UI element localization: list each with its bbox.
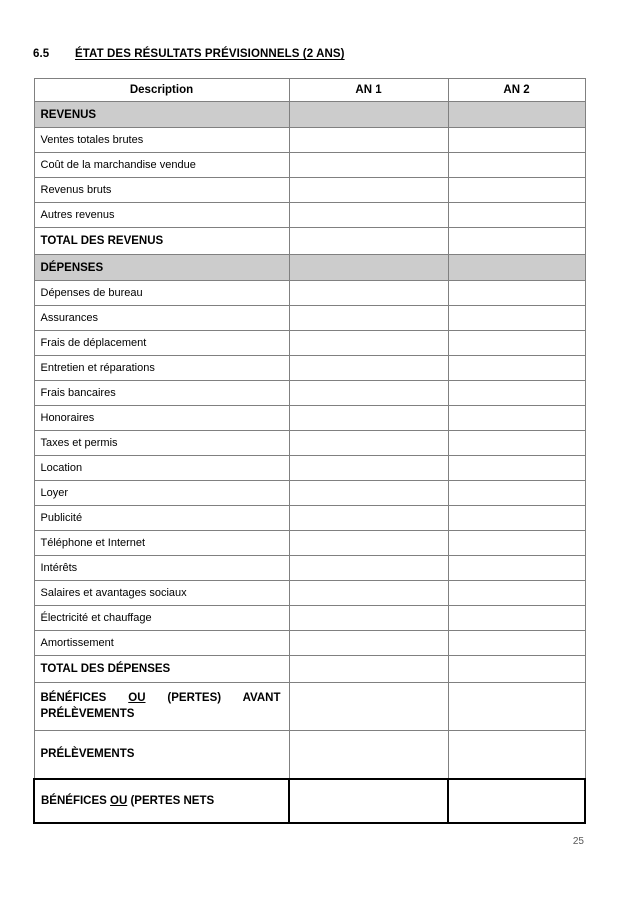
cell-an1[interactable] (289, 431, 448, 456)
row-label: Ventes totales brutes (34, 128, 289, 153)
cell-an2[interactable] (448, 556, 585, 581)
final-row-net-profit (34, 779, 585, 823)
total-row-revenues (34, 228, 585, 255)
table-body (34, 102, 585, 823)
section-number: 6.5 (33, 48, 50, 60)
row-label-drawings (34, 731, 289, 779)
cell-an1[interactable] (289, 779, 448, 823)
cell-an1[interactable] (289, 556, 448, 581)
cell-an2[interactable] (448, 656, 585, 683)
cell-an1[interactable] (289, 631, 448, 656)
section-cell-expenses-an1 (289, 255, 448, 281)
row-label: Assurances (34, 306, 289, 331)
cell-an2[interactable] (448, 331, 585, 356)
cell-an1[interactable] (289, 481, 448, 506)
label-text-part2: (PERTES NETS (127, 794, 215, 807)
table-row (34, 406, 585, 431)
cell-an1[interactable] (289, 406, 448, 431)
row-label: Amortissement (34, 631, 289, 656)
cell-an1[interactable] (289, 228, 448, 255)
page-number: 25 (572, 836, 584, 847)
cell-an2[interactable] (448, 779, 585, 823)
label-text-part2: (PERTES) AVANT PRÉLÈVEMENTS (40, 691, 281, 720)
row-label: Frais bancaires (34, 381, 289, 406)
table-row (34, 381, 585, 406)
row-label: Dépenses de bureau (34, 281, 289, 306)
table-row (34, 456, 585, 481)
section-label-revenues: REVENUS (34, 102, 289, 128)
table-row (34, 631, 585, 656)
cell-an2[interactable] (448, 281, 585, 306)
table-row (34, 128, 585, 153)
row-label: Taxes et permis (34, 431, 289, 456)
label-text-underlined: OU (110, 794, 128, 807)
cell-an1[interactable] (289, 356, 448, 381)
row-label: Autres revenus (34, 203, 289, 228)
cell-an1[interactable] (289, 506, 448, 531)
cell-an1[interactable] (289, 656, 448, 683)
cell-an1[interactable] (289, 331, 448, 356)
section-cell-revenues-an2 (448, 102, 585, 128)
cell-an1[interactable] (289, 178, 448, 203)
row-label: Électricité et chauffage (34, 606, 289, 631)
cell-an2[interactable] (448, 731, 585, 779)
cell-an1[interactable] (289, 203, 448, 228)
table-row (34, 506, 585, 531)
label-text-part1: BÉNÉFICES (41, 794, 111, 807)
table-row (34, 431, 585, 456)
cell-an2[interactable] (448, 356, 585, 381)
summary-row-drawings (34, 731, 585, 779)
cell-an1[interactable] (289, 606, 448, 631)
cell-an1[interactable] (289, 381, 448, 406)
cell-an2[interactable] (448, 306, 585, 331)
section-heading (33, 48, 583, 60)
row-label: Téléphone et Internet (34, 531, 289, 556)
cell-an2[interactable] (448, 381, 585, 406)
table-row (34, 556, 585, 581)
row-label-profit-before-drawings (34, 683, 289, 731)
table-header-row (34, 79, 585, 102)
section-header-row-revenues (34, 102, 585, 128)
cell-an2[interactable] (448, 531, 585, 556)
cell-an1[interactable] (289, 581, 448, 606)
row-label: Salaires et avantages sociaux (34, 581, 289, 606)
table-row (34, 306, 585, 331)
cell-an2[interactable] (448, 481, 585, 506)
column-header-year1: AN 1 (289, 79, 448, 102)
row-label-total-expenses: TOTAL DES DÉPENSES (34, 656, 289, 683)
row-label-total-revenues: TOTAL DES REVENUS (34, 228, 289, 255)
column-header-description: Description (34, 79, 289, 102)
cell-an2[interactable] (448, 431, 585, 456)
table-row (34, 203, 585, 228)
cell-an2[interactable] (448, 203, 585, 228)
row-label: Entretien et réparations (34, 356, 289, 381)
cell-an2[interactable] (448, 153, 585, 178)
cell-an2[interactable] (448, 683, 585, 731)
row-label: Publicité (34, 506, 289, 531)
cell-an1[interactable] (289, 731, 448, 779)
cell-an2[interactable] (448, 128, 585, 153)
row-label: Frais de déplacement (34, 331, 289, 356)
cell-an1[interactable] (289, 531, 448, 556)
row-label: Coût de la marchandise vendue (34, 153, 289, 178)
cell-an2[interactable] (448, 406, 585, 431)
cell-an2[interactable] (448, 228, 585, 255)
section-cell-revenues-an1 (289, 102, 448, 128)
total-row-expenses (34, 656, 585, 683)
section-header-row-expenses (34, 255, 585, 281)
table-row (34, 331, 585, 356)
row-label: Location (34, 456, 289, 481)
cell-an2[interactable] (448, 606, 585, 631)
cell-an1[interactable] (289, 306, 448, 331)
label-text-part1: BÉNÉFICES (40, 691, 129, 704)
cell-an2[interactable] (448, 506, 585, 531)
section-label-expenses: DÉPENSES (34, 255, 289, 281)
cell-an1[interactable] (289, 128, 448, 153)
table-row (34, 356, 585, 381)
page-title: ÉTAT DES RÉSULTATS PRÉVISIONNELS (2 ANS) (75, 48, 345, 60)
row-label: Loyer (34, 481, 289, 506)
table-row (34, 281, 585, 306)
table-row (34, 581, 585, 606)
financial-statement-table-wrapper (33, 78, 584, 824)
cell-an2[interactable] (448, 456, 585, 481)
row-label-net-profit (34, 779, 289, 823)
label-text-part1: PRÉLÈVEMENTS (40, 748, 135, 761)
cell-an1[interactable] (289, 281, 448, 306)
table-row (34, 153, 585, 178)
row-label: Intérêts (34, 556, 289, 581)
label-text-underlined: OU (128, 691, 146, 704)
table-row (34, 531, 585, 556)
column-header-year2: AN 2 (448, 79, 585, 102)
table-row (34, 481, 585, 506)
cell-an2[interactable] (448, 581, 585, 606)
cell-an1[interactable] (289, 456, 448, 481)
row-label: Revenus bruts (34, 178, 289, 203)
cell-an2[interactable] (448, 631, 585, 656)
cell-an1[interactable] (289, 683, 448, 731)
row-label: Honoraires (34, 406, 289, 431)
cell-an2[interactable] (448, 178, 585, 203)
section-cell-expenses-an2 (448, 255, 585, 281)
table-row (34, 606, 585, 631)
financial-statement-table (33, 78, 586, 824)
summary-row-profit-before-drawings (34, 683, 585, 731)
cell-an1[interactable] (289, 153, 448, 178)
table-row (34, 178, 585, 203)
